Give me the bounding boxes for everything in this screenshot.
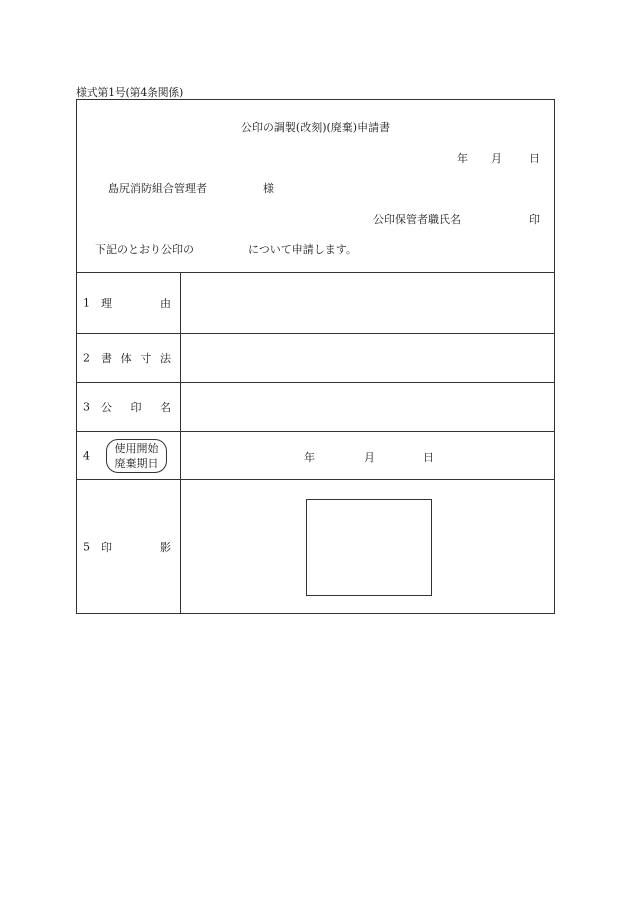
label-line-disposal: 廃棄期日 [114,457,159,470]
row-seal-impression [77,480,554,614]
date-month: 月 [364,451,375,464]
row-number: 1 [83,296,90,310]
applicant-label: 公印保管者職氏名 [373,213,461,226]
row-label-text: 理 由 [101,297,171,310]
row-label [77,334,181,382]
row-typeface-size [77,334,554,383]
row-seal-name [77,383,554,432]
body-text-before: 下記のとおり公印の [95,243,194,256]
date-year: 年 [304,451,315,464]
row-number: 5 [83,540,90,554]
row-label [77,432,181,479]
row-label-text: 書体寸法 [101,352,171,365]
seal-name-field[interactable] [181,383,554,431]
bracketed-label [106,439,167,473]
row-number: 4 [83,449,90,462]
honorific: 様 [263,182,274,195]
seal-impression-box[interactable] [306,499,432,596]
form-title: 公印の調製(改刻)(廃棄)申請書 [240,121,391,134]
row-number: 3 [83,400,90,414]
row-label [77,480,181,614]
row-label-text: 公印名 [101,401,171,414]
typeface-size-field[interactable] [181,334,554,382]
date-field[interactable] [181,432,554,479]
application-form [76,99,555,614]
form-rows [77,273,554,614]
reason-field[interactable] [181,273,554,333]
addressee: 島尻消防組合管理者 [108,182,207,195]
row-label [77,273,181,333]
row-number: 2 [83,351,90,365]
header-date-year: 年 [457,152,468,165]
form-header [77,100,554,273]
body-text-after: について申請します。 [248,243,357,256]
row-label [77,383,181,431]
row-start-disposal-date [77,432,554,480]
header-date-day: 日 [529,152,540,165]
date-day: 日 [423,451,434,464]
label-line-start: 使用開始 [114,442,159,455]
seal-mark: 印 [529,213,540,226]
impression-field [181,480,554,614]
form-caption: 様式第1号(第4条関係) [76,86,183,99]
header-date-month: 月 [491,152,502,165]
row-label-text: 印 影 [101,541,171,554]
row-reason [77,273,554,334]
